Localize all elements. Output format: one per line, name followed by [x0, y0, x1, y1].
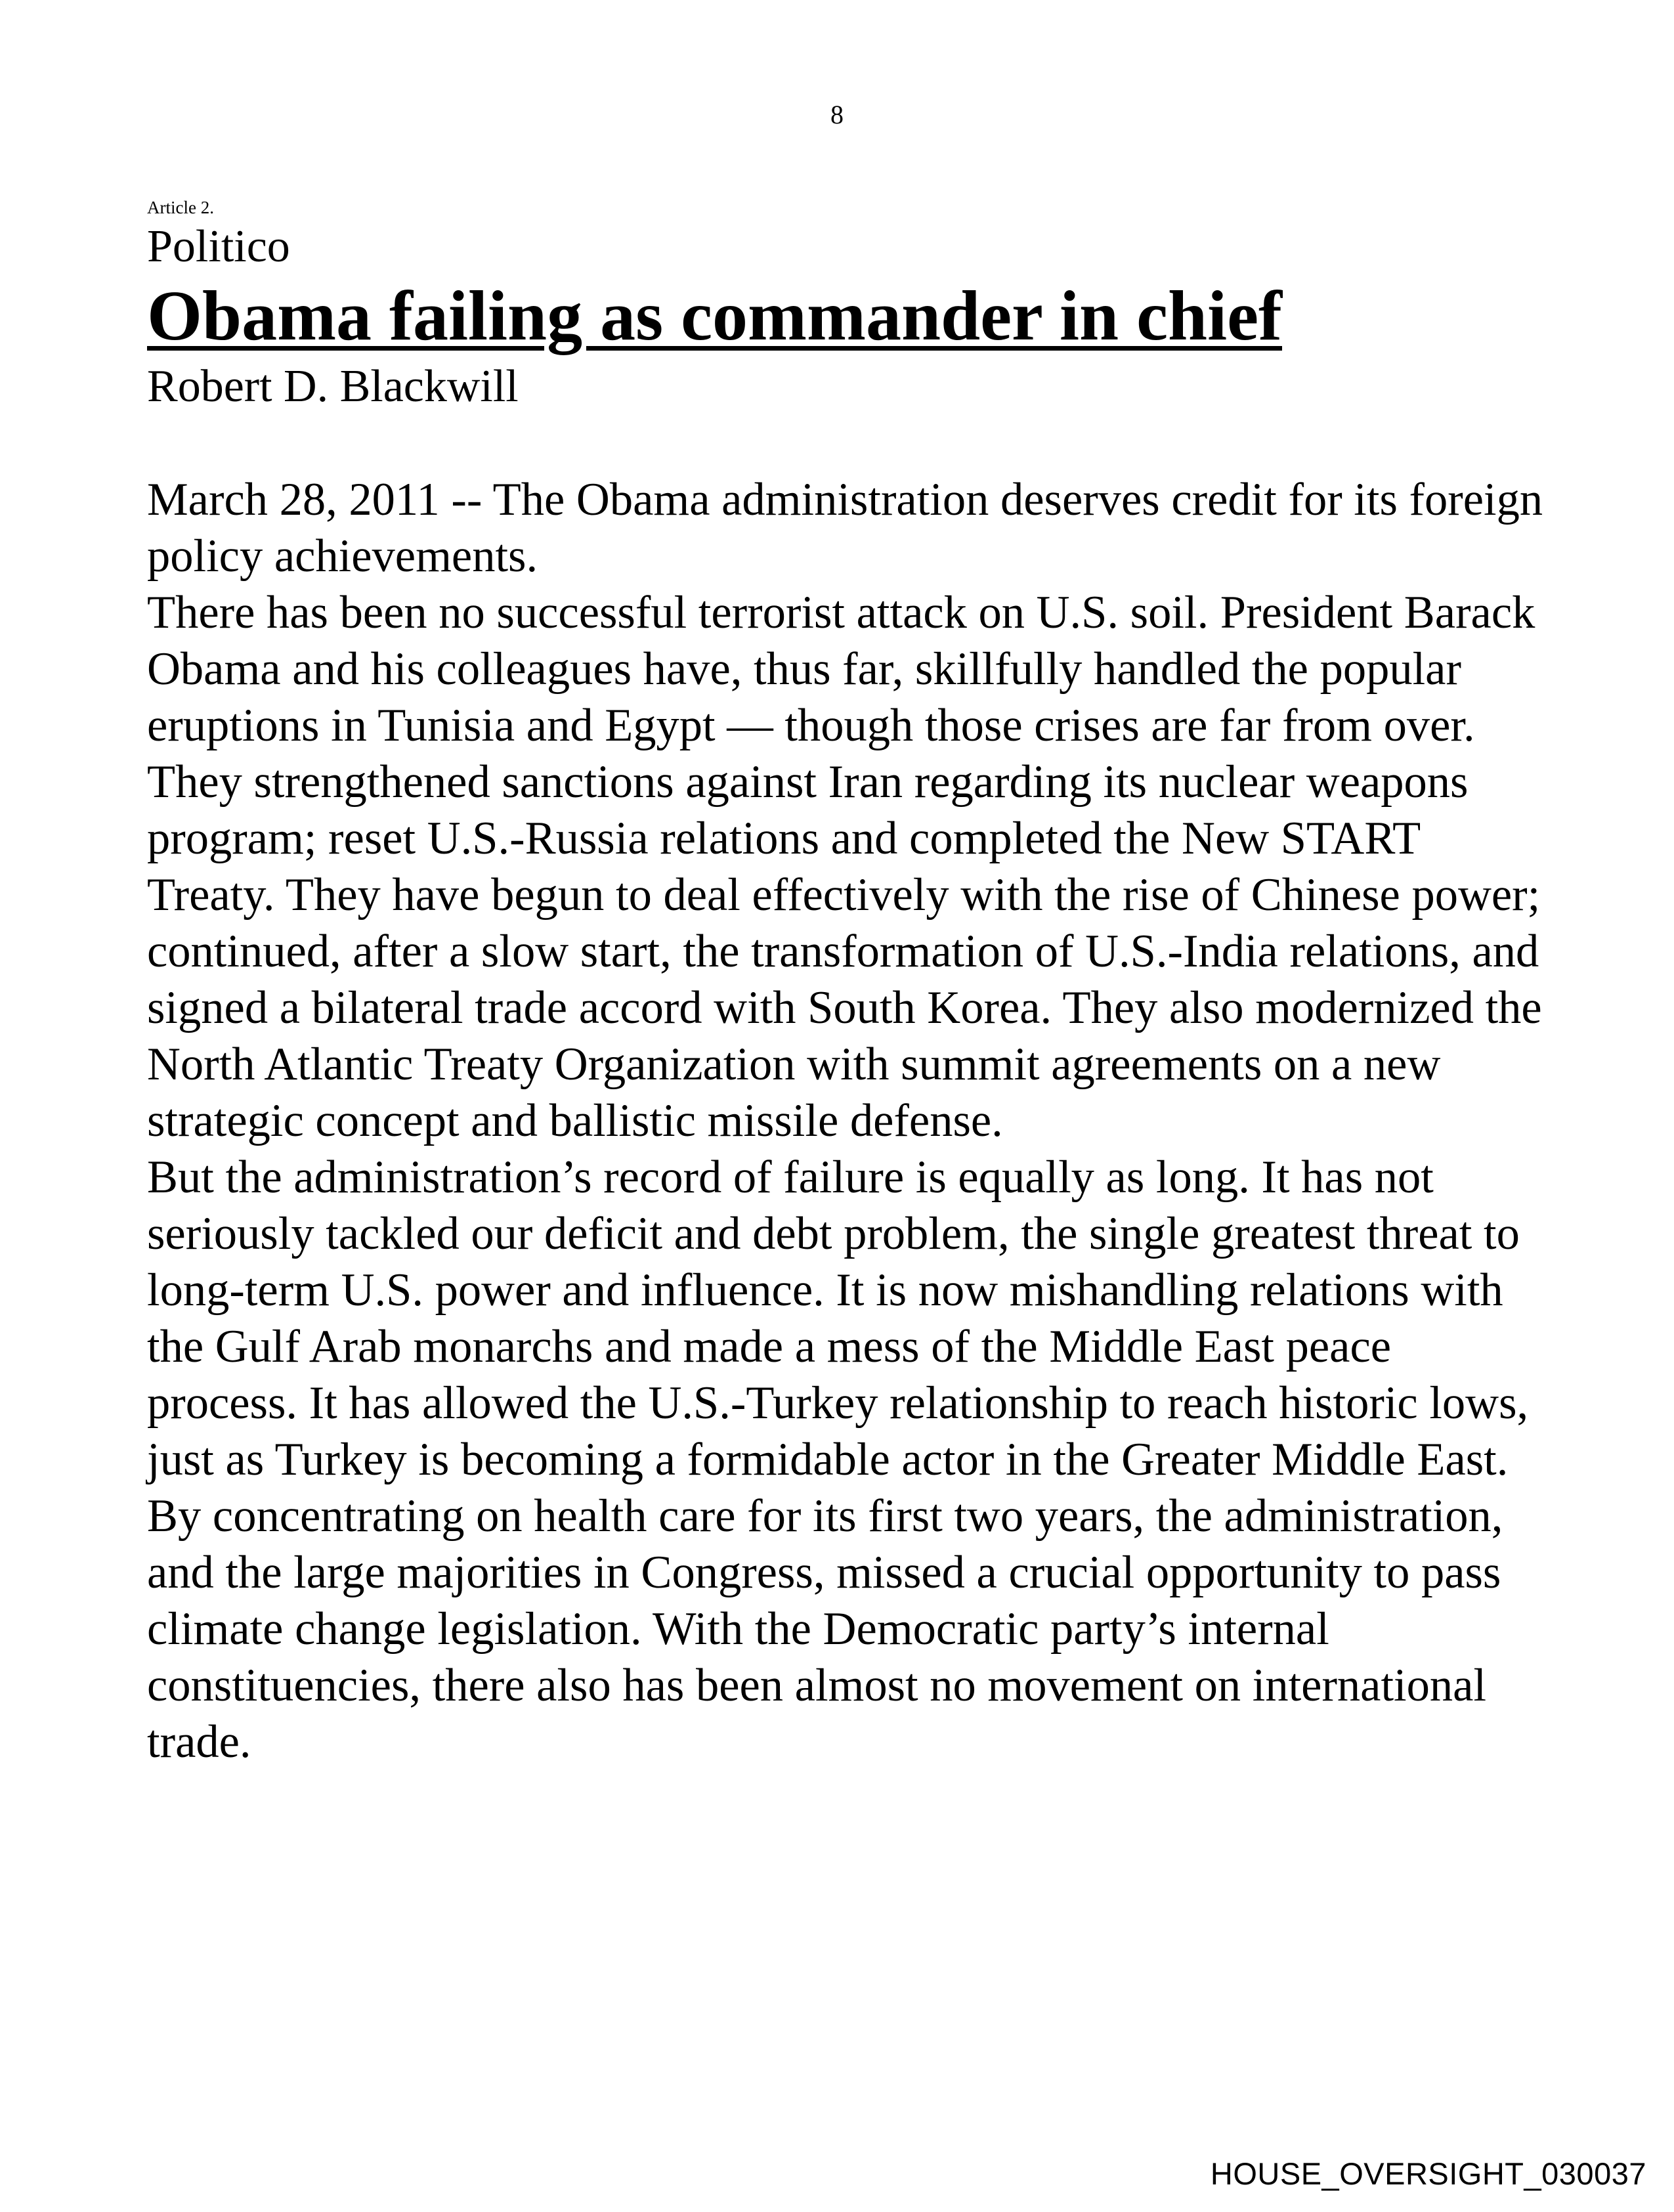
document-id: HOUSE_OVERSIGHT_030037 [1210, 2156, 1646, 2191]
body-paragraph: By concentrating on health care for its first two years, the administration, and the large majorities in Congress, missed a crucial opportunity to pass climate change legislation. With the Democratic party’s internal constituencies, there also has been almost no movement on international trade. [147, 1490, 1503, 1767]
article [147, 196, 1552, 1770]
body-paragraph: There has been no successful terrorist attack on U.S. soil. President Barack Obama and his colleagues have, thus far, skillfully handled the popular eruptions in Tunisia and Egypt — though those crises are far from over. They strengthened sanctions against Iran regarding its nuclear weapons program; reset U.S.-Russia relations and completed the New START Treaty. They have begun to deal effectively with the rise of Chinese power; continued, after a slow start, the transformation of U.S.-India relations, and signed a bilateral trade accord with South Korea. They also modernized the North Atlantic Treaty Organization with summit agreements on a new strategic concept and ballistic missile defense. [147, 587, 1542, 1146]
page-number: 8 [830, 100, 844, 129]
body-paragraph: March 28, 2011 -- The Obama administration deserves credit for its foreign policy achievements. [147, 474, 1543, 582]
article-author: Robert D. Blackwill [147, 361, 519, 412]
article-headline: Obama failing as commander in chief [147, 277, 1283, 355]
article-source: Politico [147, 221, 290, 272]
body-paragraph: But the administration’s record of failure is equally as long. It has not seriously tackled our deficit and debt problem, the single greatest threat to long-term U.S. power and influence. It is now mishandling relations with the Gulf Arab monarchs and made a mess of the Middle East peace process. It has allowed the U.S.-Turkey relationship to reach historic lows, just as Turkey is becoming a formidable actor in the Greater Middle East. [147, 1152, 1529, 1485]
article-label: Article 2. [147, 198, 214, 217]
article-body [147, 471, 1552, 1770]
